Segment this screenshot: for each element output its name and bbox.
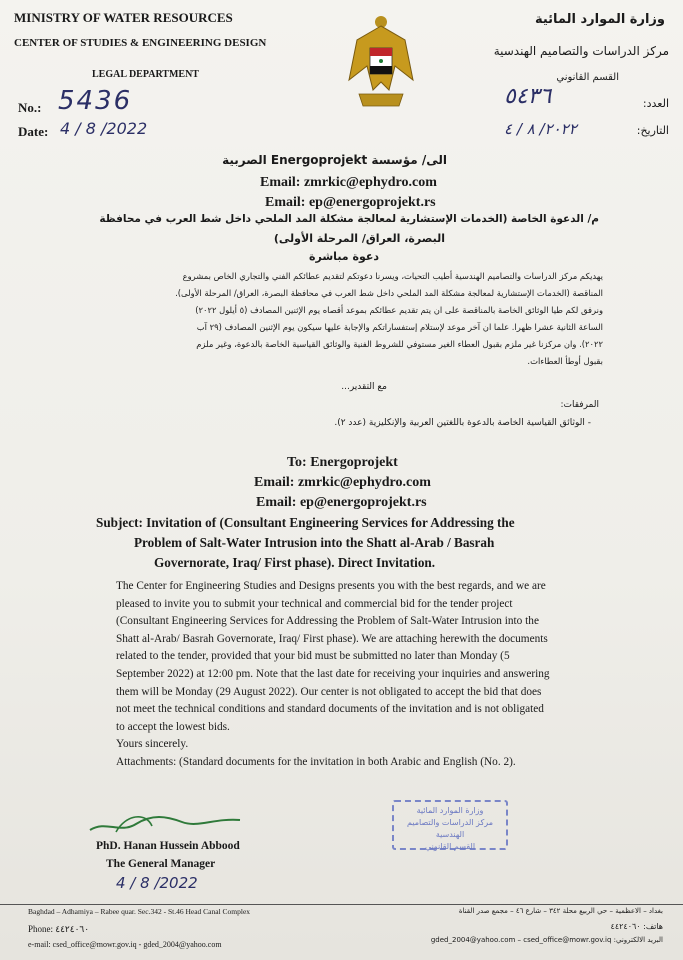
footer-divider (0, 904, 683, 905)
stamp-line: القسم القانوني (424, 842, 476, 851)
center-name-ar: مركز الدراسات والتصاميم الهندسية (493, 44, 669, 58)
signature-date: 4 / 8 /2022 (116, 874, 198, 892)
arabic-body-line: ونرفق لكم طيا الوثائق الخاصة بالمناقصة على ان يتم تقديم عطائكم بموعد أقصاه يوم الإثنين المصادف (٥ أيلول ٢٠٢٢) (195, 305, 603, 315)
english-body-line: September 2022) at 12:00 pm. Note that the last date for receiving your inquiries and answering (116, 668, 550, 680)
english-body-line: pleased to invite you to submit your technical and commercial bid for the tender project (116, 597, 513, 610)
ministry-name-ar: وزارة الموارد المائية (534, 12, 665, 27)
stamp-line: وزارة الموارد المائية (416, 806, 484, 815)
arabic-body-line: بقبول أوطأ العطاءات. (527, 356, 603, 366)
english-body-line: (Consultant Engineering Services for Addressing the Problem of Salt-Water Intrusion into the (116, 615, 539, 628)
arabic-body-line: ٢٠٢٢). وان مركزنا غير ملزم بقبول العطاء الغير مستوفي للشروط الفنية والوثائق القياسية الخاصة بالدعوة، وغير ملزم (196, 339, 603, 349)
arabic-subject-line-1: م/ الدعوة الخاصة (الخدمات الإستشارية لمعالجة مشكلة المد الملحي داخل شط العرب في محافظة (99, 213, 599, 225)
number-value-en: 5436 (58, 86, 133, 116)
english-email-1: Email: zmrkic@ephydro.com (254, 475, 431, 490)
arabic-subject-line-2: البصرة، العراق/ المرحلة الأولى) (273, 232, 445, 245)
arabic-body-line: المناقصة (الخدمات الإستشارية لمعالجة مشكلة المد الملحي داخل شط العرب في محافظة البصرة، العراق/ المرحلة الأولى). (175, 288, 603, 298)
footer-phone-en: Phone: ٤٤٢٤٠٦٠ (28, 924, 90, 934)
english-attachments: Attachments: (Standard documents for the invitation in both Arabic and English (No. 2). (116, 756, 516, 768)
arabic-attachments-label: المرفقات: (560, 400, 599, 410)
signatory-title: The General Manager (106, 858, 216, 870)
english-subject-line-1: Subject: Invitation of (Consultant Engineering Services for Addressing the (96, 515, 515, 530)
department-en: LEGAL DEPARTMENT (92, 69, 199, 80)
english-body-line: to accept the lowest bids. (116, 720, 230, 733)
number-value-ar: ٥٤٣٦ (504, 84, 552, 109)
number-label-en: No.: (18, 100, 42, 115)
english-recipient: To: Energoprojekt (287, 455, 398, 470)
arabic-body-line: الساعة الثانية عشرا ظهرا. علما ان آخر موعد لإستلام إستفساراتكم والإجابة عليها سيكون يوم الإثنين المصادف (٢٩ آب (196, 322, 603, 332)
handwritten-signature-icon (86, 808, 246, 838)
arabic-regards: مع التقدير... (341, 382, 387, 392)
arabic-body (63, 268, 603, 370)
iraq-eagle-emblem-icon (345, 10, 417, 120)
arabic-attachment-item: - الوثائق القياسية الخاصة بالدعوة باللغتين العربية والإنكليزية (عدد ٢). (334, 418, 591, 428)
ministry-name-en: MINISTRY OF WATER RESOURCES (14, 10, 233, 25)
english-body-line: Shatt al-Arab/ Basrah Governorate, Iraq/ First phase). We are attaching herewith the documents (116, 632, 548, 645)
english-body-line: related to the tender, provided that your bid must be submitted no later than Monday (5 (116, 650, 510, 663)
date-label-ar: التاريخ: (636, 124, 669, 137)
footer-email-ar: البريد الالكتروني: gded_2004@yahoo.com – csed_office@mowr.gov.iq (430, 936, 663, 944)
english-email-2: Email: ep@energoprojekt.rs (256, 495, 427, 510)
english-closing: Yours sincerely. (116, 738, 189, 750)
stamp-line: مركز الدراسات والتصاميم الهندسية (407, 818, 493, 839)
number-label-ar: العدد: (642, 97, 669, 110)
signatory-name: PhD. Hanan Hussein Abbood (96, 840, 240, 852)
arabic-body-line: يهديكم مركز الدراسات والتصاميم الهندسية أطيب التحيات، ويسرنا دعوتكم لتقديم عطائكم الفني والتجاري الخاص بمشروع (182, 271, 603, 281)
english-body-line: not meet the technical conditions and standard documents of the invitation and is not obligated (116, 703, 544, 716)
english-subject-line-2: Problem of Salt-Water Intrusion into the Shatt al-Arab / Basrah (134, 535, 495, 550)
arabic-email-2: Email: ep@energoprojekt.rs (265, 195, 436, 210)
date-value-ar: ٢٠٢٢/ ٨ / ٤ (504, 120, 577, 138)
center-name-en: CENTER OF STUDIES & ENGINEERING DESIGN (14, 37, 267, 49)
department-ar: القسم القانوني (556, 72, 619, 83)
english-body-line: The Center for Engineering Studies and Designs presents you with the best regards, and we are (116, 580, 546, 592)
legal-department-stamp (392, 800, 508, 850)
date-value-en: 4 / 8 /2022 (60, 119, 148, 138)
footer-address-en: Baghdad – Adhamiya – Rabee quar. Sec.342 - St.46 Head Canal Complex (28, 907, 251, 916)
footer-address-ar: بغداد – الاعظمية – حي الربيع محلة ٣٤٢ – شارع ٤٦ – مجمع صدر القناة (458, 907, 663, 915)
arabic-email-1: Email: zmrkic@ephydro.com (260, 175, 437, 190)
footer-phone-ar: هاتف: ٤٤٢٤٠٦٠ (610, 922, 663, 931)
arabic-recipient: الى/ مؤسسة Energoprojekt الصربية (222, 153, 447, 167)
english-body-line: them will be Monday (29 August 2022). Our center is not obligated to accept the bid that does (116, 685, 542, 698)
arabic-subject-line-3: دعوة مباشرة (309, 250, 379, 263)
english-subject-line-3: Governorate, Iraq/ First phase). Direct Invitation. (154, 555, 436, 570)
date-label-en: Date: (18, 124, 49, 139)
footer-email-en: e-mail: csed_office@mowr.gov.iq - gded_2004@yahoo.com (28, 940, 222, 949)
